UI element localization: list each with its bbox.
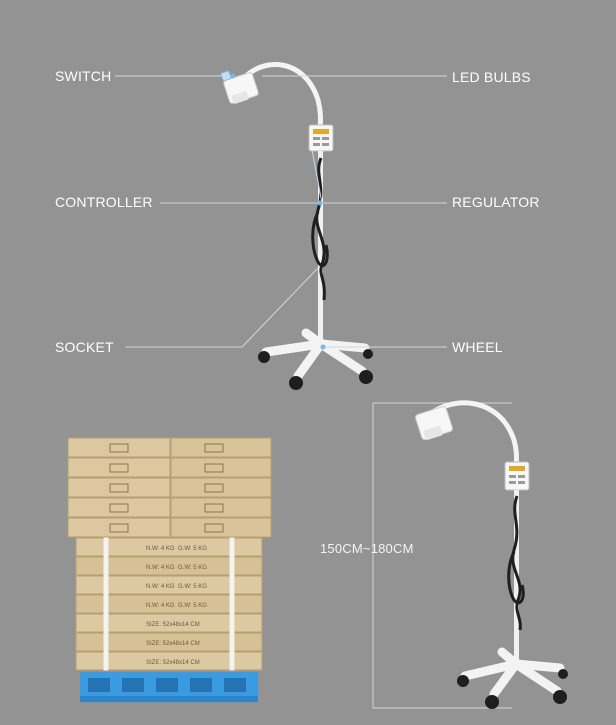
socket-label: SOCKET [55,339,114,355]
wheel-base-icon [258,333,373,390]
switch-label: SWITCH [55,68,112,84]
carton-box [171,498,271,517]
carton-label: N.W: 4 KG [146,584,175,590]
controller-label: CONTROLLER [55,194,153,210]
led-bulbs-label: LED BULBS [452,69,531,85]
lamp-top [221,65,373,390]
height-range-label: 150CM~180CM [320,541,414,556]
carton-box [171,438,271,457]
wheel-label: WHEEL [452,339,503,355]
carton-box [68,458,170,477]
regulator-label: REGULATOR [452,194,540,210]
carton-label: G.W: 5 KG [178,565,207,571]
carton-box [68,498,170,517]
leader-lines [115,74,447,350]
carton-label: SIZE: 52x48x14 CM [146,622,200,628]
carton-label: N.W: 4 KG [146,546,175,552]
carton-box [68,478,170,497]
carton-label: N.W: 4 KG [146,603,175,609]
carton-box [171,478,271,497]
carton-label: G.W: 5 KG [178,603,207,609]
controller-box-icon [309,125,333,151]
carton-box [68,518,170,537]
carton-label: SIZE: 52x48x14 CM [146,641,200,647]
carton-label: N.W: 4 KG [146,565,175,571]
carton-pallet [68,438,271,702]
carton-label: SIZE: 52x48x14 CM [146,660,200,666]
carton-box [68,438,170,457]
carton-box [171,458,271,477]
carton-label: G.W: 5 KG [178,584,207,590]
carton-label: G.W: 5 KG [178,546,207,552]
carton-box [171,518,271,537]
lamp-bottom [415,403,568,709]
